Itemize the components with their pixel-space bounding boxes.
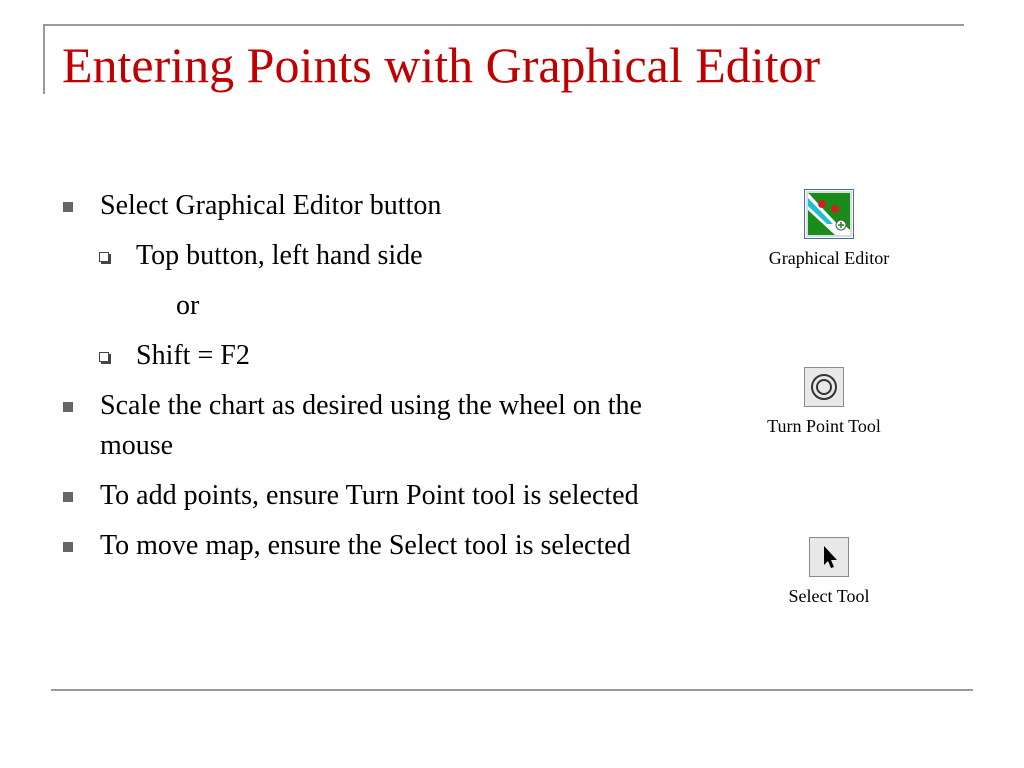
- bullet-item: [58, 476, 658, 516]
- hollow-square-bullet-icon: [99, 236, 119, 276]
- graphical-editor-tool: [729, 189, 929, 269]
- hollow-square-bullet-icon: [99, 336, 119, 376]
- cursor-arrow-icon[interactable]: [809, 537, 849, 577]
- frame-top-line: [43, 24, 964, 26]
- slide-title: Entering Points with Graphical Editor: [62, 37, 821, 93]
- square-bullet-icon: [62, 386, 82, 426]
- sub-bullet-text: Top button, left hand side: [136, 240, 423, 271]
- bullet-item: [58, 186, 658, 226]
- bottom-rule: [51, 689, 973, 691]
- bullet-text: To move map, ensure the Select tool is selected: [100, 530, 631, 561]
- frame-left-line: [43, 24, 45, 94]
- graphical-editor-label: Graphical Editor: [768, 248, 890, 268]
- select-tool-label: Select Tool: [788, 586, 870, 606]
- square-bullet-icon: [62, 476, 82, 516]
- sub-bullet-item: [58, 236, 658, 276]
- square-bullet-icon: [62, 186, 82, 226]
- sub-bullet-text: Shift = F2: [136, 340, 250, 371]
- turn-point-label: Turn Point Tool: [767, 416, 881, 436]
- or-text-line: [58, 286, 658, 326]
- turn-point-icon[interactable]: [804, 367, 844, 407]
- bullet-item: [58, 386, 658, 466]
- select-tool: [729, 537, 929, 607]
- bullet-list: [58, 186, 658, 576]
- bullet-text: Select Graphical Editor button: [100, 190, 442, 221]
- turn-point-tool: [724, 367, 924, 437]
- sub-bullet-item: [58, 336, 658, 376]
- or-text: or: [176, 290, 200, 321]
- graphical-editor-icon[interactable]: [804, 189, 854, 239]
- bullet-text: Scale the chart as desired using the wheel on the mouse: [100, 390, 642, 461]
- bullet-text: To add points, ensure Turn Point tool is selected: [100, 480, 639, 511]
- bullet-item: [58, 526, 658, 566]
- square-bullet-icon: [62, 526, 82, 566]
